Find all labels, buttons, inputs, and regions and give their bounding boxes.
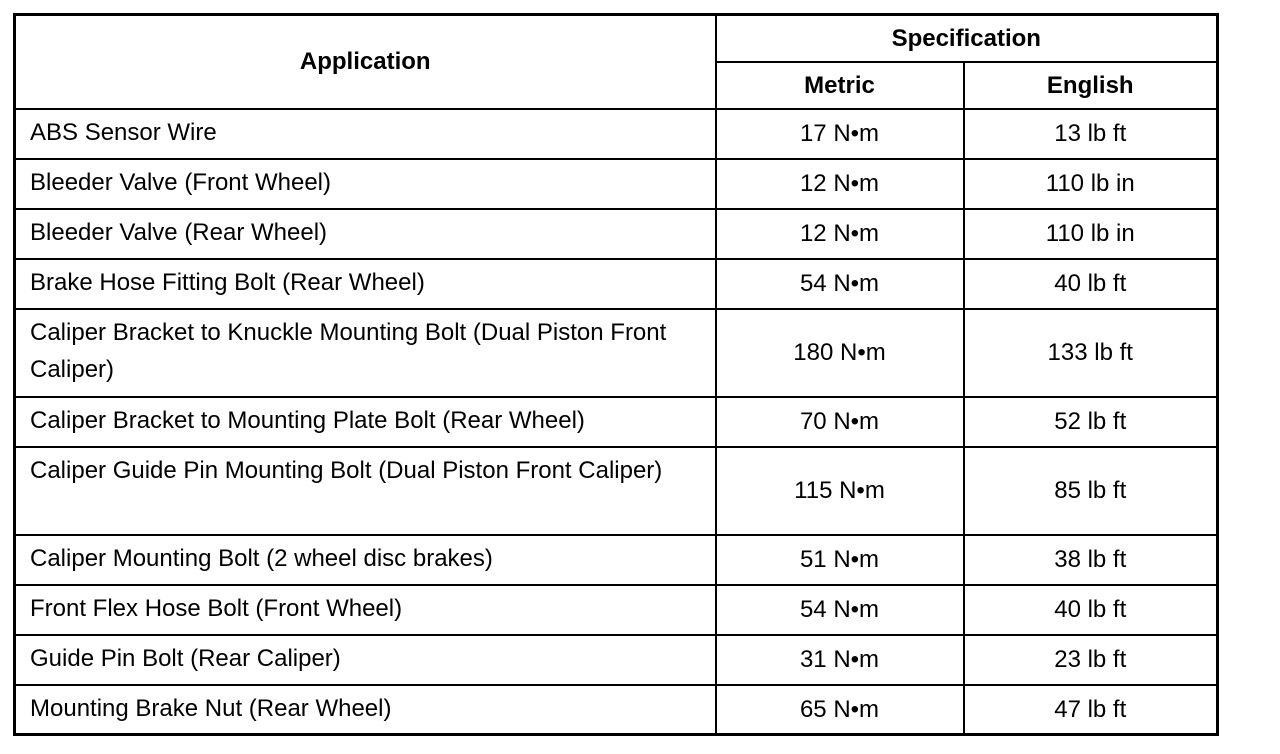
table-row [15, 685, 1218, 735]
metric-cell: 180 N•m [716, 309, 964, 397]
table-row [15, 635, 1218, 685]
metric-cell: 12 N•m [716, 159, 964, 209]
application-cell: Mounting Brake Nut (Rear Wheel) [15, 685, 716, 735]
metric-cell: 115 N•m [716, 447, 964, 535]
table-row [15, 585, 1218, 635]
application-cell: Bleeder Valve (Rear Wheel) [15, 209, 716, 259]
header-row-top [15, 15, 1218, 62]
application-cell: Guide Pin Bolt (Rear Caliper) [15, 635, 716, 685]
metric-cell: 65 N•m [716, 685, 964, 735]
application-cell: Caliper Guide Pin Mounting Bolt (Dual Piston Front Caliper) [15, 447, 716, 535]
english-cell: 85 lb ft [964, 447, 1218, 535]
metric-cell: 17 N•m [716, 109, 964, 159]
english-cell: 13 lb ft [964, 109, 1218, 159]
application-cell: Caliper Mounting Bolt (2 wheel disc brakes) [15, 535, 716, 585]
metric-header: Metric [716, 62, 964, 109]
application-header: Application [15, 15, 716, 109]
english-cell: 133 lb ft [964, 309, 1218, 397]
english-cell: 52 lb ft [964, 397, 1218, 447]
application-cell: ABS Sensor Wire [15, 109, 716, 159]
english-cell: 40 lb ft [964, 585, 1218, 635]
metric-cell: 54 N•m [716, 259, 964, 309]
fastener-spec-table [13, 13, 1219, 736]
application-cell: Caliper Bracket to Knuckle Mounting Bolt (Dual Piston Front Caliper) [15, 309, 716, 397]
specification-header: Specification [716, 15, 1218, 62]
english-cell: 23 lb ft [964, 635, 1218, 685]
table-row [15, 209, 1218, 259]
table-row [15, 397, 1218, 447]
application-cell: Caliper Bracket to Mounting Plate Bolt (Rear Wheel) [15, 397, 716, 447]
metric-cell: 12 N•m [716, 209, 964, 259]
metric-cell: 31 N•m [716, 635, 964, 685]
table-row [15, 535, 1218, 585]
english-cell: 110 lb in [964, 209, 1218, 259]
table-row [15, 447, 1218, 535]
metric-cell: 51 N•m [716, 535, 964, 585]
english-cell: 110 lb in [964, 159, 1218, 209]
metric-cell: 54 N•m [716, 585, 964, 635]
table-row [15, 159, 1218, 209]
table-row [15, 309, 1218, 397]
table-row [15, 109, 1218, 159]
metric-cell: 70 N•m [716, 397, 964, 447]
english-header: English [964, 62, 1218, 109]
english-cell: 40 lb ft [964, 259, 1218, 309]
table-row [15, 259, 1218, 309]
application-cell: Bleeder Valve (Front Wheel) [15, 159, 716, 209]
application-cell: Brake Hose Fitting Bolt (Rear Wheel) [15, 259, 716, 309]
english-cell: 38 lb ft [964, 535, 1218, 585]
english-cell: 47 lb ft [964, 685, 1218, 735]
application-cell: Front Flex Hose Bolt (Front Wheel) [15, 585, 716, 635]
